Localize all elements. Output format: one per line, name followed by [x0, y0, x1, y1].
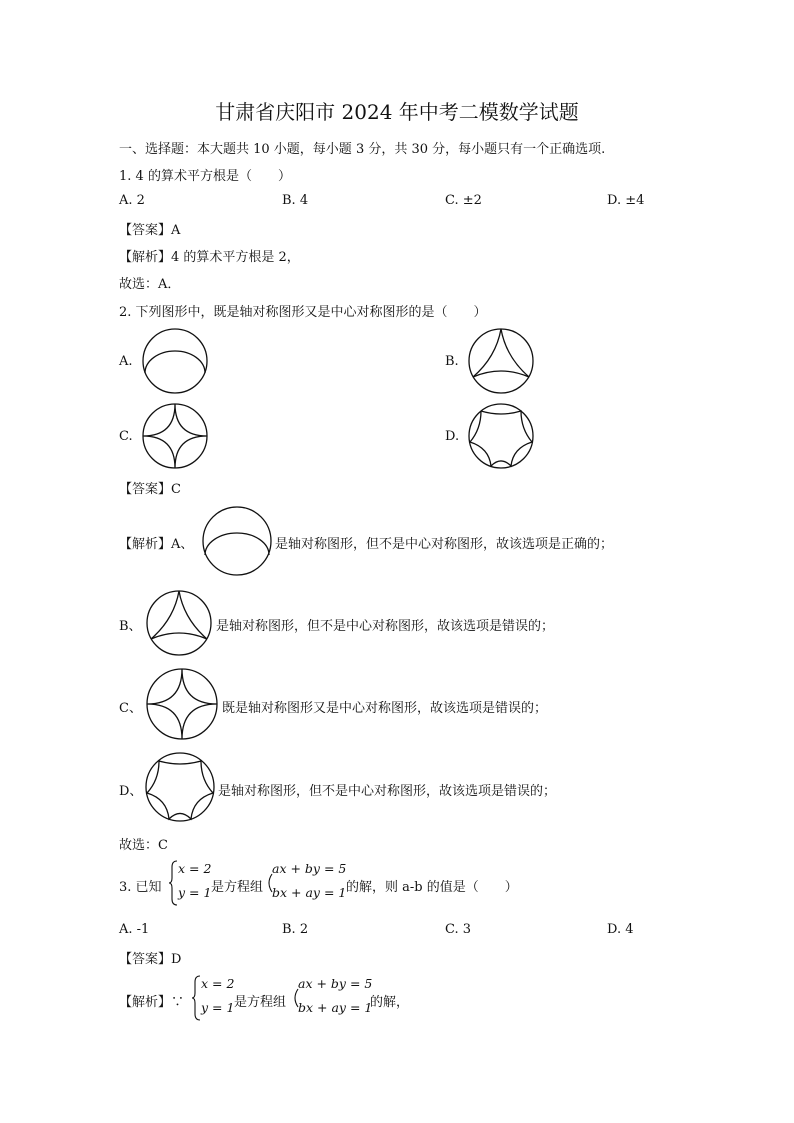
q3-system1-brace: [168, 860, 178, 906]
analysis-figure-b: [144, 589, 214, 657]
q1-analysis: 【解析】4 的算术平方根是 2，: [119, 250, 300, 265]
q2-analysis-d-text: 是轴对称图形，但不是中心对称图形，故该选项是错误的；: [218, 784, 557, 799]
q1-option-c: C. ±2: [445, 193, 482, 208]
q3-option-d: D. 4: [607, 922, 634, 937]
q3-analysis-system1-brace: [191, 975, 201, 1021]
q3-prefix: 3. 已知: [119, 880, 162, 895]
q2-option-b-label: B.: [445, 354, 459, 369]
q2-analysis-c-label: C、: [119, 701, 142, 716]
q1-stem: 1. 4 的算术平方根是（ ）: [119, 169, 291, 184]
q2-analysis-a-text: 是轴对称图形，但不是中心对称图形，故该选项是正确的；: [275, 537, 614, 552]
figure-b-circle-three-arcs: [466, 327, 536, 395]
q3-analysis-system2-eq1: ax + by = 5: [298, 976, 373, 991]
q3-system2-eq2: bx + ay = 1: [272, 885, 347, 900]
q3-system2: [272, 860, 348, 906]
q3-analysis-system1-eq2: y = 1: [201, 1000, 235, 1015]
q2-answer: 【答案】C: [119, 482, 181, 497]
q3-analysis-middle: 是方程组: [234, 995, 287, 1010]
q1-option-a: A. 2: [119, 193, 145, 208]
q3-system2-eq1: ax + by = 5: [272, 861, 347, 876]
q3-system1: [178, 860, 210, 906]
document-title: 甘肃省庆阳市 2024 年中考二模数学试题: [215, 100, 579, 124]
q2-option-c-label: C.: [119, 429, 133, 444]
q3-analysis-system1: [201, 975, 233, 1021]
q2-analysis-c-text: 既是轴对称图形又是中心对称图形，故该选项是错误的；: [222, 701, 548, 716]
q2-conclusion: 故选：C: [119, 838, 168, 853]
q3-analysis-system1-eq1: x = 2: [201, 976, 235, 991]
q2-analysis-prefix: 【解析】A、: [119, 537, 194, 552]
q3-option-c: C. 3: [445, 922, 472, 937]
analysis-figure-a: [201, 506, 273, 576]
q1-conclusion: 故选：A．: [119, 277, 181, 292]
q3-analysis-system2-eq2: bx + ay = 1: [298, 1000, 373, 1015]
section-header: 一、选择题：本大题共 10 小题，每小题 3 分，共 30 分，每小题只有一个正确选项.: [119, 142, 606, 157]
q2-option-d-label: D.: [445, 429, 460, 444]
analysis-figure-c: [144, 667, 220, 741]
analysis-figure-d: [144, 751, 216, 823]
figure-a-circle-one-arc: [140, 327, 210, 395]
q3-middle: 是方程组: [211, 880, 264, 895]
q1-option-b: B. 4: [282, 193, 309, 208]
q2-option-a-label: A.: [119, 354, 133, 369]
q3-analysis-system2: [298, 975, 374, 1021]
q2-stem: 2. 下列图形中，既是轴对称图形又是中心对称图形的是（ ）: [119, 305, 487, 320]
q3-suffix: 的解，则 a-b 的值是（ ）: [346, 880, 518, 895]
q3-option-a: A. -1: [119, 922, 150, 937]
figure-d-circle-five-arcs: [466, 402, 536, 470]
q2-analysis-d-label: D、: [119, 784, 143, 799]
q3-analysis-suffix: 的解，: [370, 995, 410, 1010]
q3-system1-eq2: y = 1: [178, 885, 212, 900]
q1-answer: 【答案】A: [119, 223, 181, 238]
q1-option-d: D. ±4: [607, 193, 645, 208]
figure-c-circle-four-arcs: [140, 402, 210, 470]
q2-analysis-b-label: B、: [119, 619, 142, 634]
q2-analysis-b-text: 是轴对称图形，但不是中心对称图形，故该选项是错误的；: [216, 619, 555, 634]
q3-analysis-prefix: 【解析】∵: [119, 995, 185, 1010]
q3-answer: 【答案】D: [119, 952, 182, 967]
q3-system1-eq1: x = 2: [178, 861, 212, 876]
q3-option-b: B. 2: [282, 922, 309, 937]
